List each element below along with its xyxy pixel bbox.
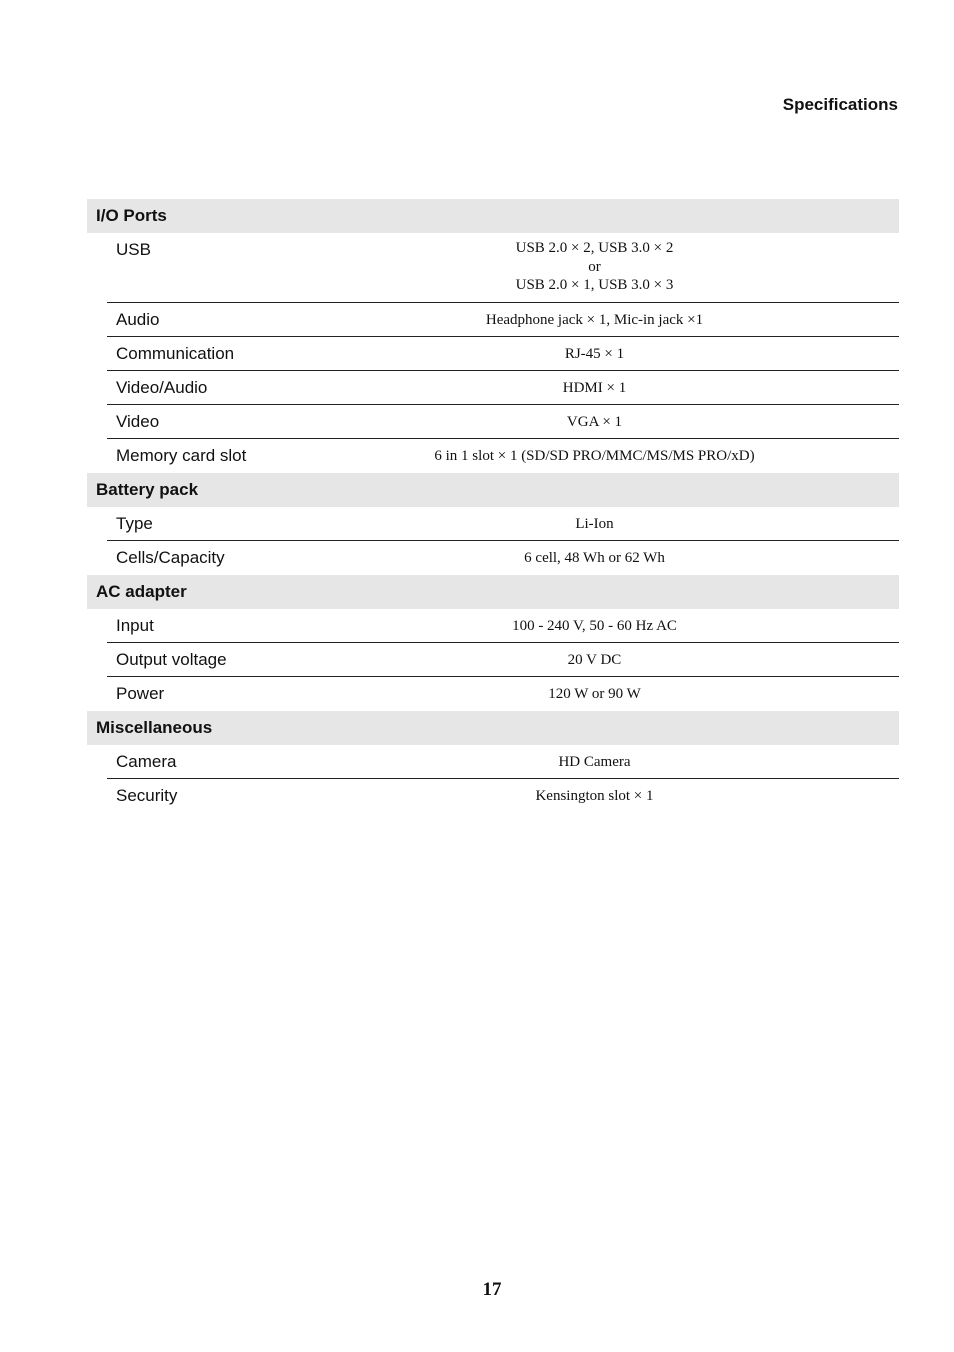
spec-label: Communication: [116, 343, 235, 363]
spec-value: [290, 233, 899, 302]
spec-label: USB: [116, 240, 151, 259]
spec-value: 6 in 1 slot × 1 (SD/SD PRO/MMC/MS/MS PRO/xD): [434, 447, 755, 464]
section-header-miscellaneous: Miscellaneous: [87, 711, 899, 745]
spec-row-input: [107, 609, 899, 643]
section-header-battery-pack: Battery pack: [87, 473, 899, 507]
section-header-ac-adapter: AC adapter: [87, 575, 899, 609]
spec-row-output-voltage: [107, 643, 899, 677]
spec-value-line: USB 2.0 × 2, USB 3.0 × 2: [515, 240, 674, 256]
spec-value-line: USB 2.0 × 1, USB 3.0 × 3: [515, 277, 674, 293]
spec-label: Power: [116, 683, 165, 703]
section-header-io-ports: I/O Ports: [87, 199, 899, 233]
spec-value: HD Camera: [558, 753, 631, 770]
spec-value: 120 W or 90 W: [548, 685, 641, 702]
spec-row-power: [107, 677, 899, 711]
spec-row-audio: [107, 303, 899, 337]
spec-value: VGA × 1: [566, 413, 623, 430]
spec-label: Input: [116, 615, 154, 635]
page-number: 17: [482, 1279, 502, 1300]
spec-label: Type: [116, 513, 153, 533]
spec-row-cells-capacity: [107, 541, 899, 575]
spec-row-type: [107, 507, 899, 541]
spec-value: 100 - 240 V, 50 - 60 Hz AC: [512, 617, 677, 634]
spec-value-line: or: [588, 258, 601, 275]
specifications-table: [87, 199, 899, 813]
spec-row-camera: [107, 745, 899, 779]
spec-label: Video: [116, 411, 160, 431]
spec-row-video-audio: [107, 371, 899, 405]
spec-label: Security: [116, 785, 178, 805]
spec-label: Audio: [116, 309, 160, 329]
spec-value: Headphone jack × 1, Mic-in jack ×1: [485, 311, 704, 328]
spec-label: Video/Audio: [116, 377, 208, 397]
spec-row-communication: [107, 337, 899, 371]
spec-row-memory-card-slot: [107, 439, 899, 473]
spec-label: Camera: [116, 751, 177, 771]
spec-value: 6 cell, 48 Wh or 62 Wh: [524, 549, 665, 566]
spec-label: Memory card slot: [116, 445, 247, 465]
spec-value: Li-Ion: [575, 515, 614, 532]
running-header-title: Specifications: [782, 95, 898, 114]
spec-label: Cells/Capacity: [116, 547, 225, 567]
spec-row-usb: [107, 233, 899, 303]
spec-row-video: [107, 405, 899, 439]
spec-row-security: [107, 779, 899, 813]
spec-value: 20 V DC: [567, 651, 622, 668]
spec-value: RJ-45 × 1: [564, 345, 625, 362]
spec-label: Output voltage: [116, 649, 227, 669]
spec-value: Kensington slot × 1: [535, 787, 654, 804]
spec-value: HDMI × 1: [562, 379, 627, 396]
